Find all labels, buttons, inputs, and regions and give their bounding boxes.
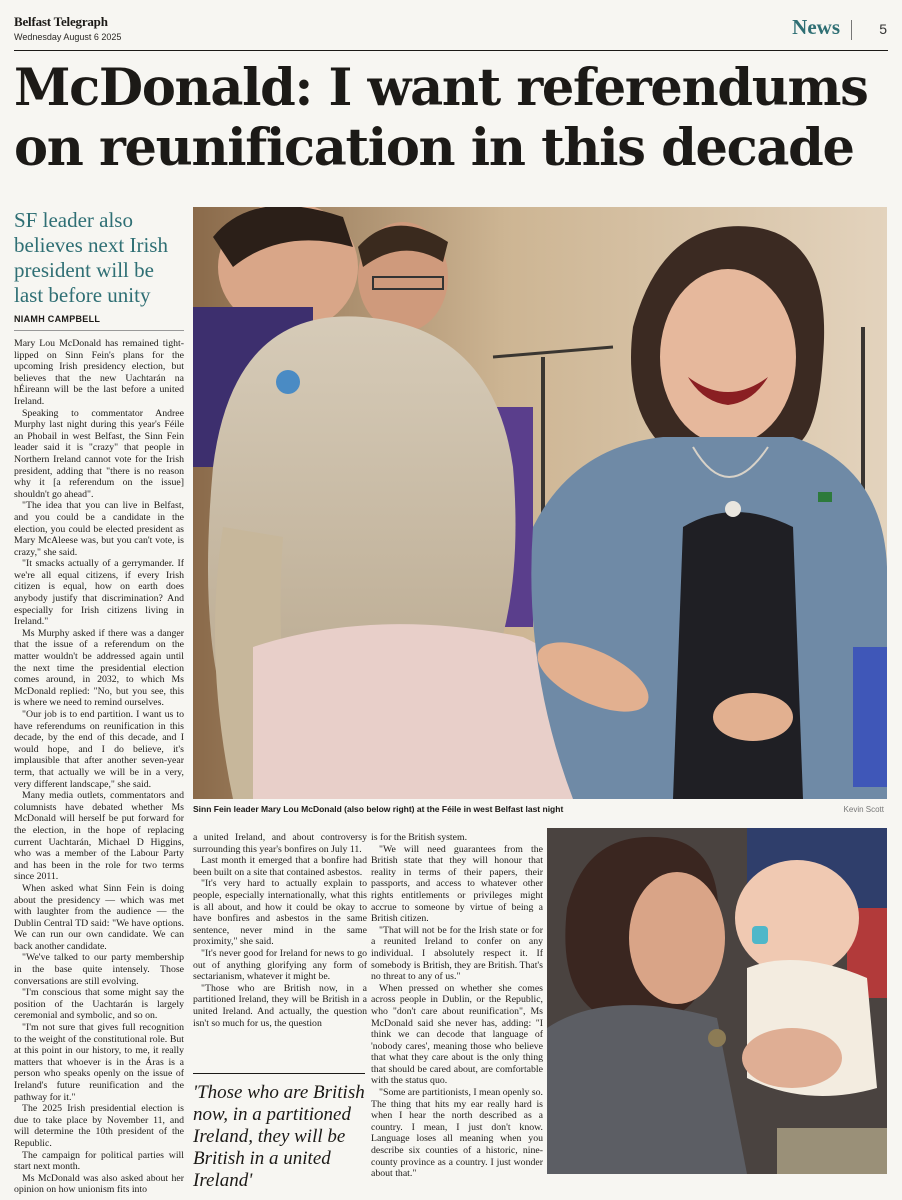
paragraph: "I'm not sure that gives full recognition to the weight of the constitutional role. But at this point in our history, to me, it really matters that whoever is in the Áras is a person who speaks openly on the issue of Ireland's future reunification and the pathway for it." [14,1022,184,1103]
paragraph: a united Ireland, and about controversy surrounding this year's bonfires on July 11. [193,832,367,855]
page-number: 5 [879,21,887,37]
byline: NIAMH CAMPBELL [14,314,101,324]
paragraph: Ms Murphy asked if there was a danger that the issue of a referendum on the matter wouldn't be addressed again until the next time the presidential election comes around, in 2032, to which Ms McDonald replied: "No, but you see, this is where we need to remind ourselves. [14,627,184,709]
byline-rule [14,330,184,331]
paragraph: "It's very hard to actually explain to people, especially internationally, what this is all about, and how it could be okay to have bonfires and asbestos in the same sentence, never mind in the same proximity," she said. [193,878,367,948]
main-photo [193,207,887,799]
pull-quote: 'Those who are British now, in a partitioned Ireland, they will be British in a united Ireland' [193,1082,365,1191]
paragraph: "Our job is to end partition. I want us to have referendums on reunification in this decade, by the end of this decade, and I would hope, and I do believe, it's implausible that after another seven-year term, that actually we will be in a very, very different landscape," she said. [14,709,184,790]
section-divider [851,20,852,40]
paragraph: Mary Lou McDonald has remained tight-lipped on Sinn Fein's plans for the upcoming Irish presidency election, but believes that the new Uachtarán na hÉireann will be the last before a united Ireland. [14,338,184,407]
paragraph: "It's never good for Ireland for news to go out of anything glorifying any form of sectarianism, whatever it might be. [193,947,367,983]
header-rule [14,50,888,51]
paragraph: Speaking to commentator Andree Murphy last night during this year's Féile an Phobail in west Belfast, the Sinn Fein leader said it is "crazy" that people in Northern Ireland cannot vote for the Irish president, adding that "there is no reason why it [a referendum on the issue] shouldn't go ahead". [14,407,184,500]
main-photo-illustration [193,207,887,799]
body-column-3 [371,832,543,1198]
paragraph: is for the British system. [371,832,468,843]
secondary-photo-illustration [547,828,887,1174]
photo-credit: Kevin Scott [843,805,884,814]
paragraph: "That will not be for the Irish state or for a reunited Ireland to confer on any individual. I absolutely respect it. If somebody is British, they are British. That's no threat to any of us." [371,924,543,983]
paragraph: Many media outlets, commentators and columnists have debated whether Ms McDonald will herself be put forward for the election, in the hope of replacing current Uachtarán, Michael D Higgins, who was a member of the Labour Party and has been in the role for two terms since 2011. [14,790,184,883]
paragraph: "We've talked to our party membership in the base quite intensely. Those conversations are still evolving. [14,952,184,987]
paragraph: "It smacks actually of a gerrymander. If we're all equal citizens, if every Irish citizen is equal, how on earth does anybody justify that discrimination? And especially for Irish citizens living in Ireland." [14,558,184,628]
main-photo-caption: Sinn Fein leader Mary Lou McDonald (also below right) at the Féile in west Belfast last night [193,804,564,814]
pull-quote-rule [193,1073,365,1074]
masthead [14,14,121,42]
paragraph: When pressed on whether she comes across people in Dublin, or the Republic, who "don't care about reunification", Ms McDonald said she never has, adding: "I think we can decode that language of 'nobody cares', meaning those who believe that what they care about is the only thing that should be cared about, are comfortable with the status quo. [371,982,543,1087]
headline: McDonald: I want referendums on reunification in this decade [14,58,868,178]
section-label: News [792,15,840,39]
paragraph: "The idea that you can live in Belfast, and you could be a candidate in the election, you could be elected president as Mary McAleese was, but you can't vote, is crazy," she said. [14,500,184,558]
publication-name: Belfast Telegraph [14,14,108,29]
paragraph: "We will need guarantees from the British state that they will honour that reality in terms of their papers, their passports, and access to whatever other rights entitlements or privileges might accrue to someone by virtue of being a British citizen. [371,843,543,925]
paragraph: Ms McDonald was also asked about her opinion on how unionism fits into [14,1172,184,1196]
paragraph: Last month it emerged that a bonfire had been built on a site that contained asbestos. [193,855,367,878]
issue-date: Wednesday August 6 2025 [14,32,122,42]
paragraph: "Those who are British now, in a partitioned Ireland, they will be British in a united Ireland. And actually, the question isn't so much for us, the question [193,982,367,1029]
paragraph: "Some are partitionists, I mean openly so. The thing that hits my ear really hard is when I hear the north described as a country. I mean, I just don't know. Language loses all meaning when you describe six counties of a historic, nine-county province as a country. I just wonder about that." [371,1087,543,1180]
paragraph: "I'm conscious that some might say the position of the Uachtarán is largely ceremonial and symbolic, and so on. [14,987,184,1022]
paragraph: When asked what Sinn Fein is doing about the presidency — which was met with laughter from the audience — the Dublin Central TD said: "We have options. We can run our own candidate. We can back another candidate. [14,882,184,952]
secondary-photo [547,828,887,1174]
body-column-1 [14,338,184,1198]
body-column-2 [193,832,367,1070]
paragraph: The 2025 Irish presidential election is due to take place by November 11, and will determine the 10th president of the Republic. [14,1103,184,1149]
standfirst: SF leader also believes next Irish president will be last before unity [14,208,168,307]
paragraph: The campaign for political parties will start next month. [14,1149,184,1173]
